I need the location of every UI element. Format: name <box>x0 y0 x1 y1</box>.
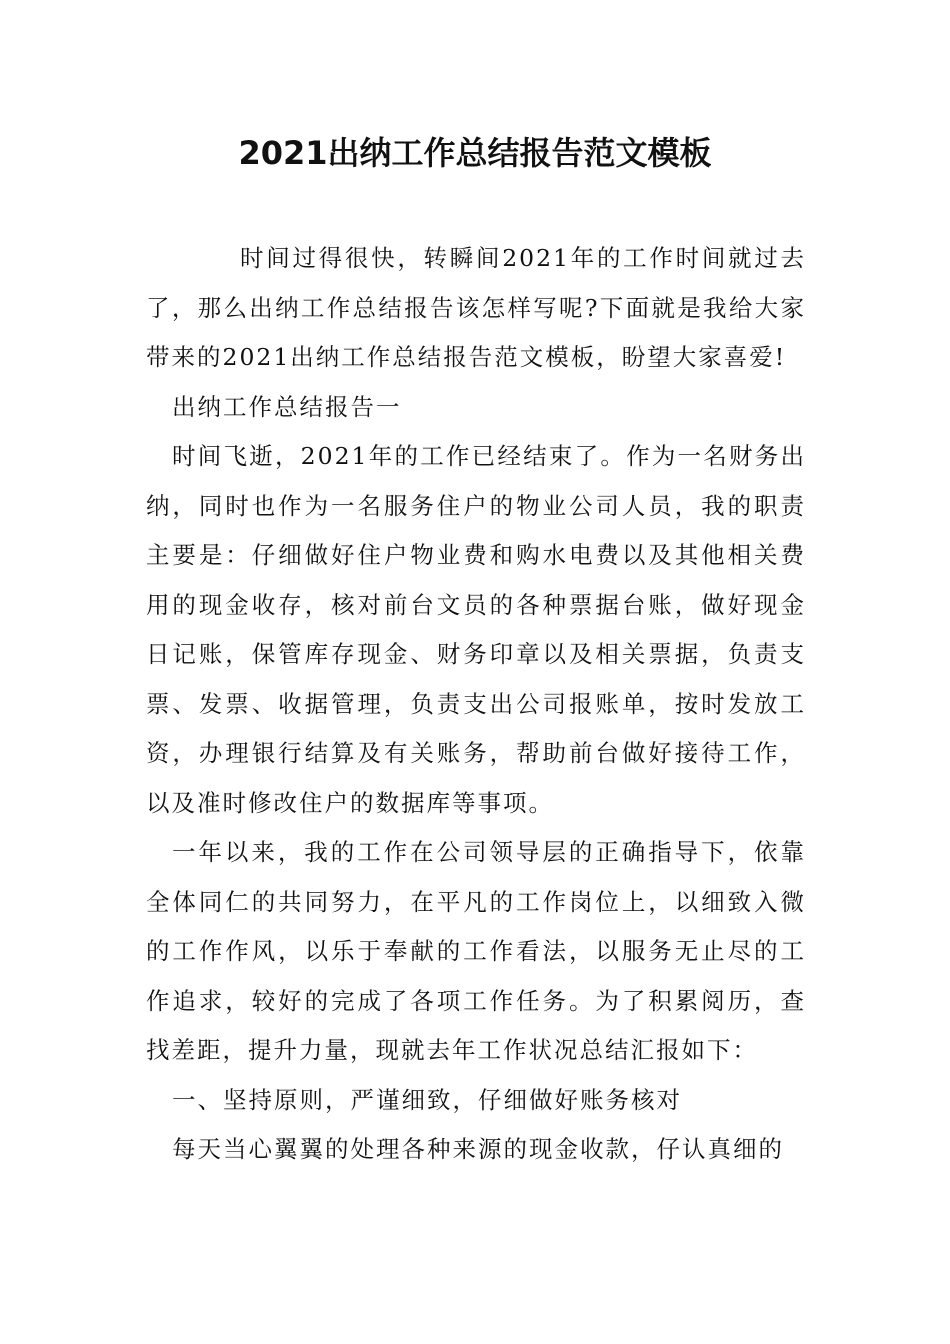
document-title: 2021出纳工作总结报告范文模板 <box>238 134 712 172</box>
body-paragraph: 一年以来，我的工作在公司领导层的正确指导下，依靠全体同仁的共同努力，在平凡的工作岗位上，以细致入微的工作作风，以乐于奉献的工作看法，以服务无止尽的工作追求，较好的完成了各项工作任务。为了积累阅历，查找差距，提升力量，现就去年工作状况总结汇报如下： <box>146 838 806 1064</box>
intro-paragraph: 时间过得很快，转瞬间2021年的工作时间就过去了，那么出纳工作总结报告该怎样写呢?下面就是我给大家带来的2021出纳工作总结报告范文模板，盼望大家喜爱! <box>146 244 806 371</box>
section-heading-one: 一、坚持原则，严谨细致，仔细做好账务核对 <box>172 1085 682 1114</box>
document-body <box>146 234 806 1175</box>
body-paragraph: 每天当心翼翼的处理各种来源的现金收款，仔认真细的 <box>172 1135 784 1163</box>
section-heading-report-one: 出纳工作总结报告一 <box>172 392 402 421</box>
body-paragraph: 时间飞逝，2021年的工作已经结束了。作为一名财务出纳，同时也作为一名服务住户的物业公司人员，我的职责主要是：仔细做好住户物业费和购水电费以及其他相关费用的现金收存，核对前台文员的各种票据台账，做好现金日记账，保管库存现金、财务印章以及相关票据，负责支票、发票、收据管理，负责支出公司报账单，按时发放工资，办理银行结算及有关账务，帮助前台做好接待工作，以及准时修改住户的数据库等事项。 <box>146 442 806 817</box>
